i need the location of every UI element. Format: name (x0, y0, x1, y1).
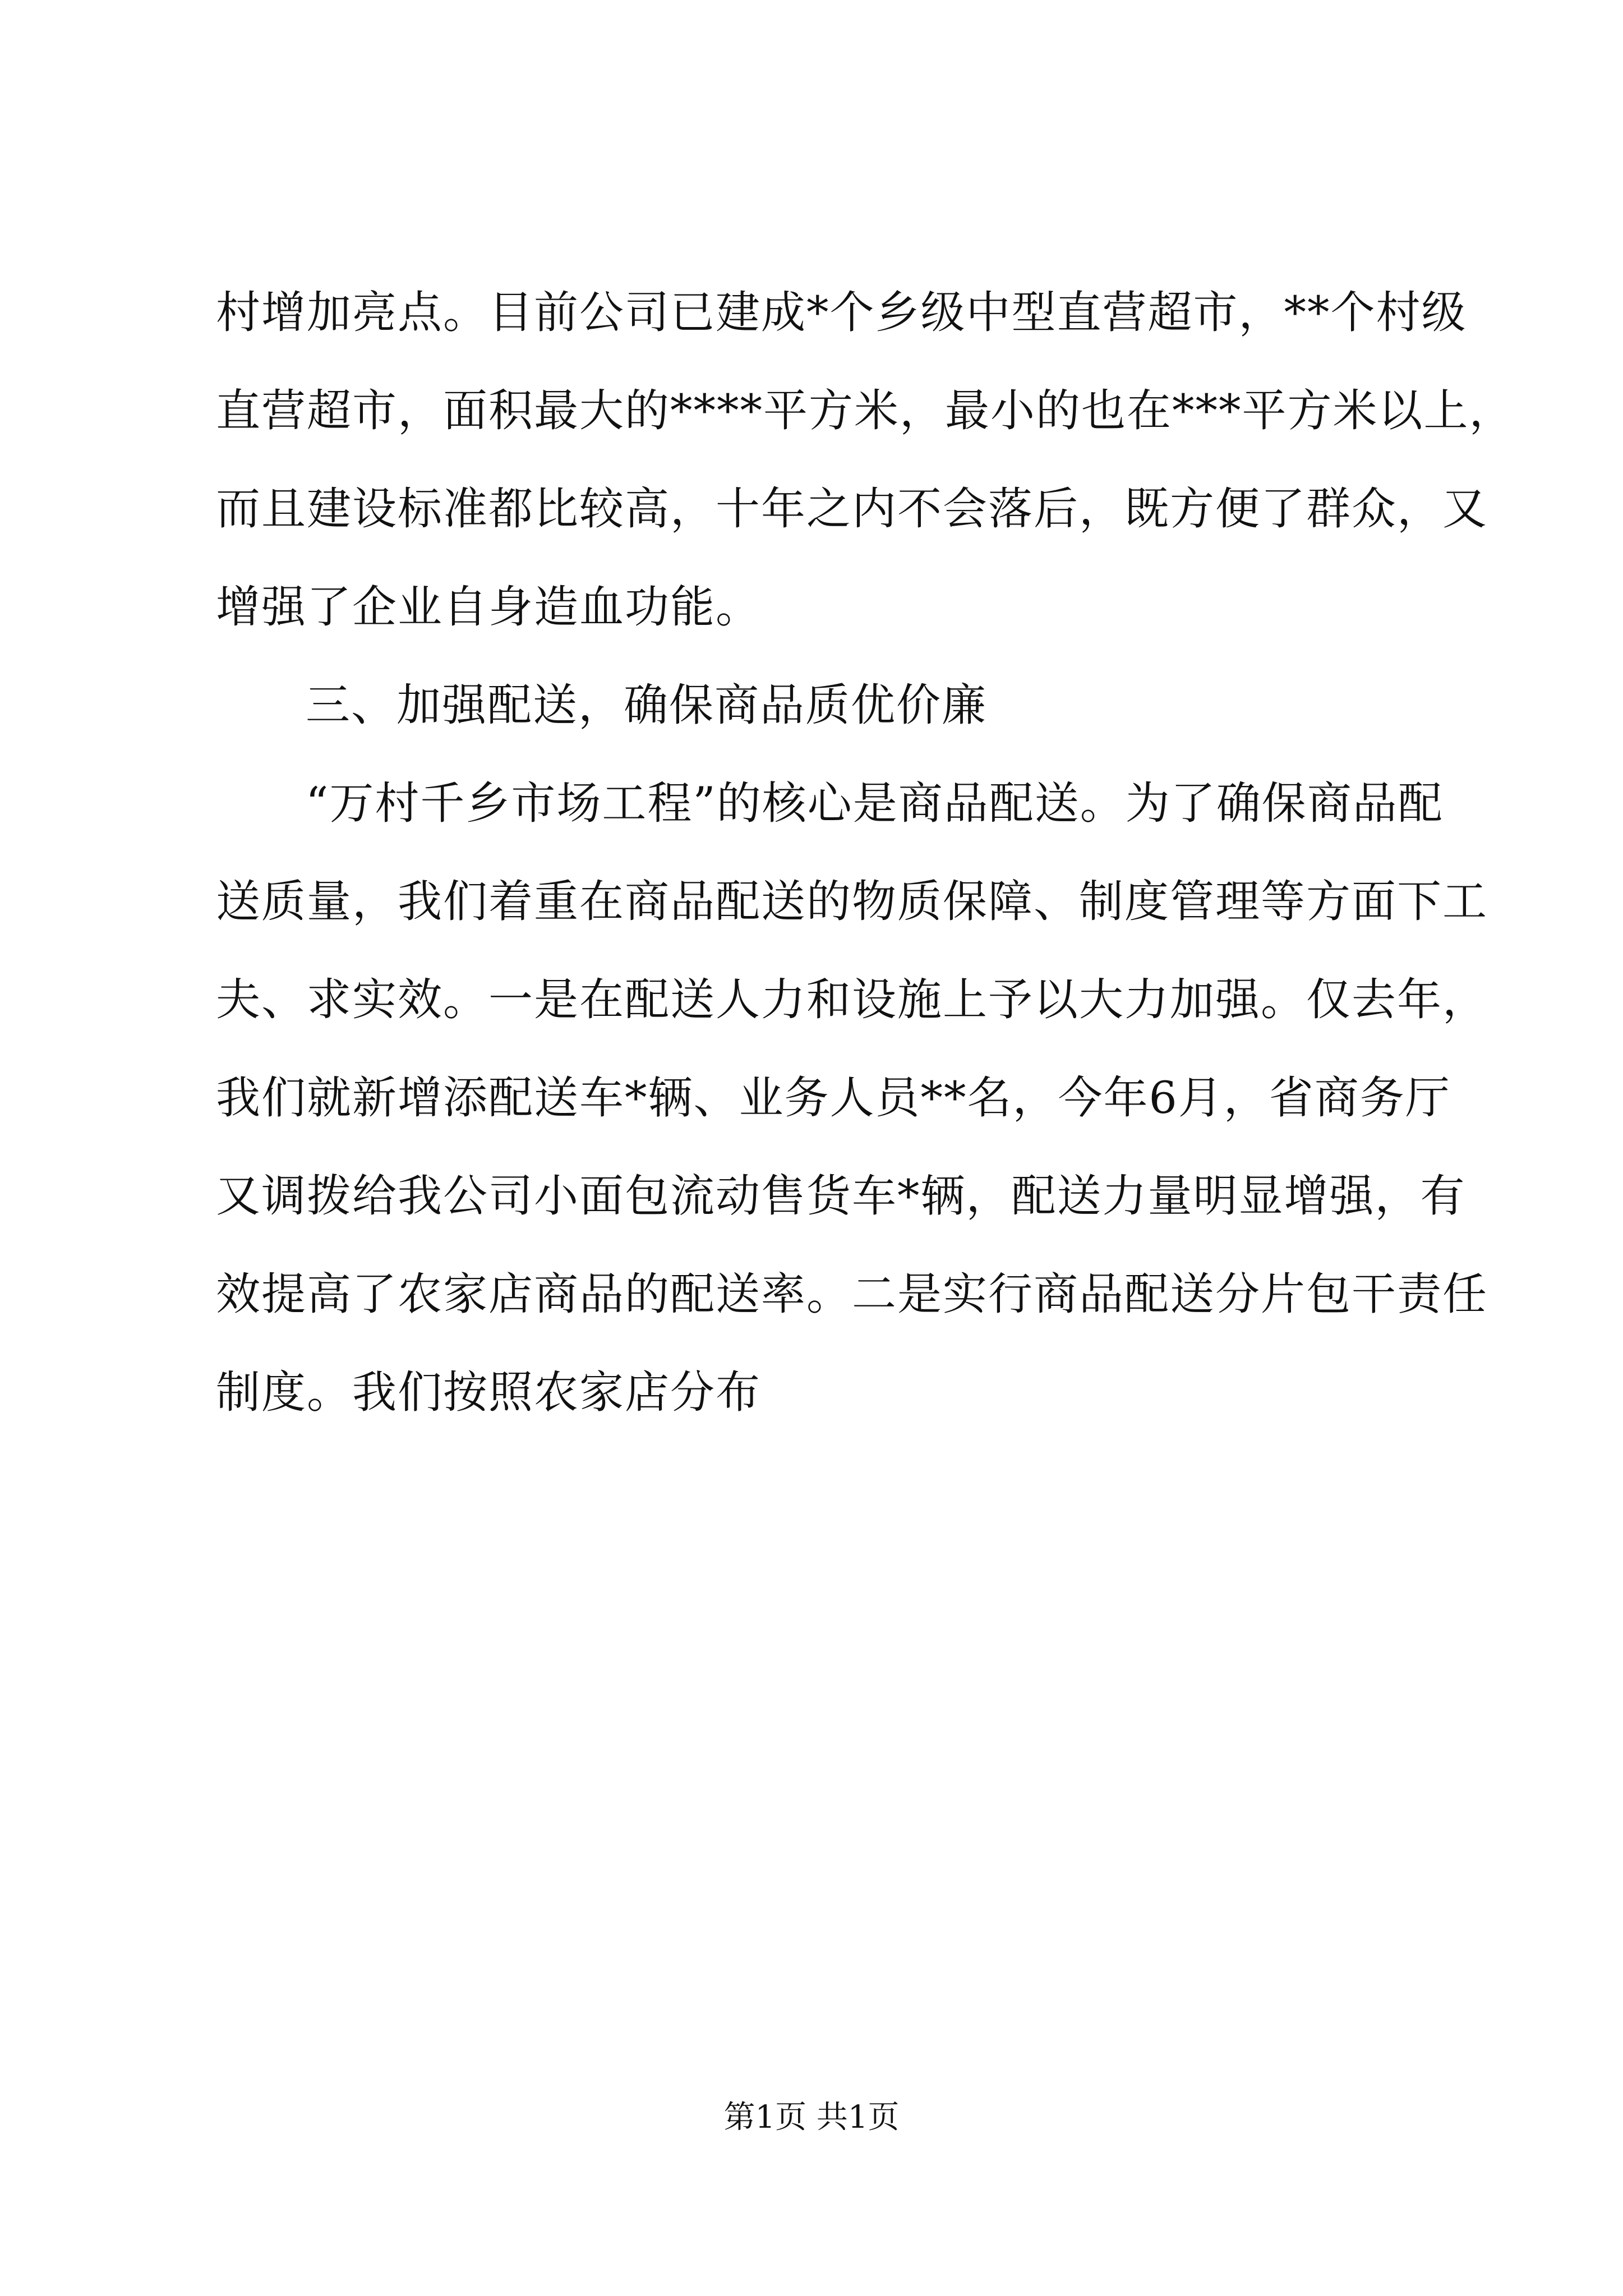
text-line: 夫、求实效。一是在配送人力和设施上予以大力加强。仅去年， (216, 974, 1488, 1025)
text-line: 增强了企业自身造血功能。 (216, 581, 761, 633)
text-line: 又调拨给我公司小面包流动售货车*辆，配送力量明显增强，有 (216, 1170, 1466, 1222)
paragraph-1 (216, 264, 1515, 656)
text-line: “万村千乡市场工程”的核心是商品配送。为了确保商品配 (306, 777, 1444, 829)
text-line: 我们就新增添配送车*辆、业务人员**名，今年6月，省商务厅 (216, 1072, 1451, 1124)
paragraph-2 (216, 754, 1488, 1442)
text-line: 效提高了农家店商品的配送率。二是实行商品配送分片包干责任 (216, 1268, 1488, 1320)
text-line: 直营超市，面积最大的****平方米，最小的也在***平方米以上， (216, 385, 1515, 436)
page-footer: 第1页 共1页 (723, 2099, 900, 2136)
text-line: 村增加亮点。目前公司已建成*个乡级中型直营超市，**个村级 (216, 287, 1467, 338)
text-line: 送质量，我们着重在商品配送的物质保障、制度管理等方面下工 (216, 876, 1488, 927)
document-body (216, 264, 1515, 1442)
text-line: 制度。我们按照农家店分布 (216, 1366, 761, 1418)
text-line: 而且建设标准都比较高，十年之内不会落后，既方便了群众，又 (216, 483, 1488, 535)
section-heading: 三、加强配送，确保商品质优价廉 (306, 679, 987, 731)
